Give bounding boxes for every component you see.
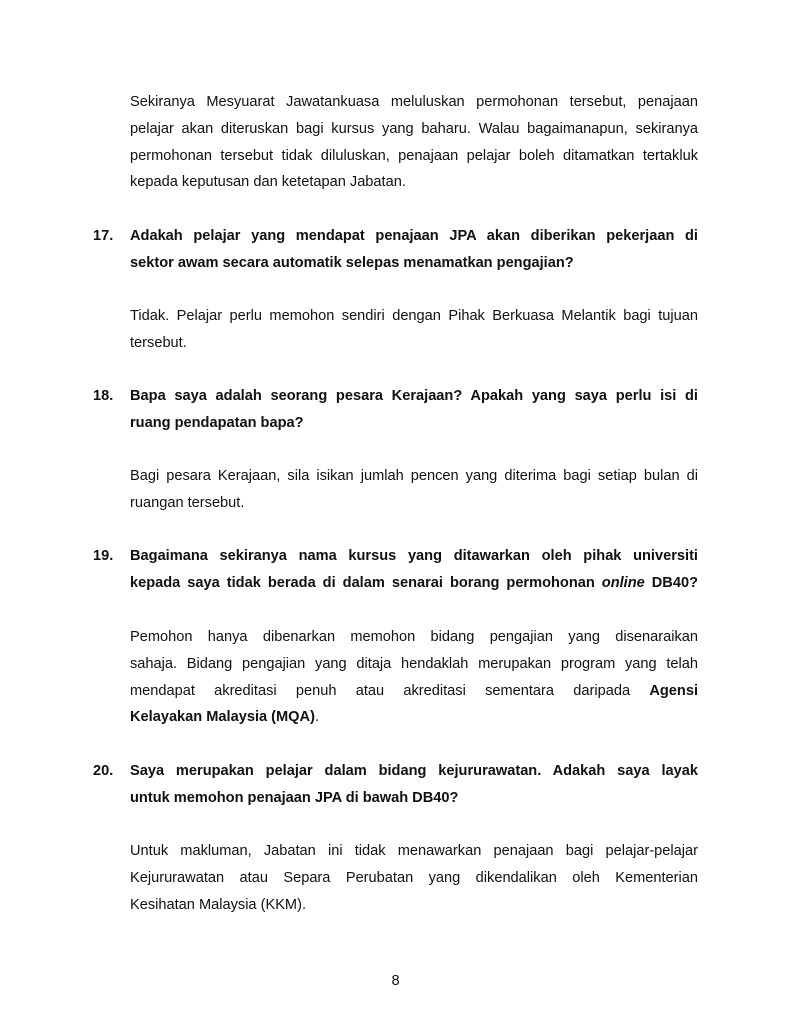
answer-bold-term: Agensi xyxy=(649,682,698,699)
answer-line: ruangan tersebut. xyxy=(130,494,245,511)
intro-line: Sekiranya Mesyuarat Jawatankuasa meluluskan permohonan tersebut, penajaan xyxy=(130,94,698,110)
question-number-17: 17. xyxy=(93,228,114,244)
intro-paragraph xyxy=(130,89,698,196)
answer-20 xyxy=(130,838,698,918)
intro-line: pelajar akan diteruskan bagi kursus yang baharu. Walau bagaimanapun, sekiranya xyxy=(130,120,698,137)
page-number: 8 xyxy=(391,973,400,989)
answer-line: Untuk makluman, Jabatan ini tidak menawarkan penajaan bagi pelajar-pelajar xyxy=(130,843,698,859)
question-line xyxy=(130,570,698,597)
question-line: sektor awam secara automatik selepas menamatkan pengajian? xyxy=(130,254,574,271)
answer-line xyxy=(130,704,698,731)
answer-line: sahaja. Bidang pengajian yang ditaja hendaklah merupakan program yang telah xyxy=(130,655,698,672)
question-line: Saya merupakan pelajar dalam bidang kejururawatan. Adakah saya layak xyxy=(130,763,698,779)
question-number-19: 19. xyxy=(93,548,114,564)
answer-line: Kejururawatan atau Separa Perubatan yang dikendalikan oleh Kementerian xyxy=(130,869,698,886)
question-text: kepada saya tidak berada di dalam senarai borang permohonan xyxy=(130,574,602,591)
intro-line: kepada keputusan dan ketetapan Jabatan. xyxy=(130,174,406,191)
answer-18 xyxy=(130,463,698,517)
answer-bold-term: Kelayakan Malaysia (MQA) xyxy=(130,709,315,726)
question-text: DB40? xyxy=(644,574,698,591)
answer-text: . xyxy=(314,709,319,726)
question-19 xyxy=(130,543,698,597)
question-line: Adakah pelajar yang mendapat penajaan JPA akan diberikan pekerjaan di xyxy=(130,228,698,244)
question-17 xyxy=(130,223,698,277)
answer-text: mendapat akreditasi penuh atau akreditasi sementara daripada xyxy=(130,682,650,699)
answer-line: Pemohon hanya dibenarkan memohon bidang pengajian yang disenaraikan xyxy=(130,629,698,645)
answer-line: Bagi pesara Kerajaan, sila isikan jumlah pencen yang diterima bagi setiap bulan di xyxy=(130,468,698,484)
question-number-18: 18. xyxy=(93,388,114,404)
question-number-20: 20. xyxy=(93,763,114,779)
question-line: ruang pendapatan bapa? xyxy=(130,414,304,431)
question-18 xyxy=(130,383,698,437)
answer-line xyxy=(130,678,698,705)
answer-line: tersebut. xyxy=(130,334,187,351)
answer-line: Tidak. Pelajar perlu memohon sendiri dengan Pihak Berkuasa Melantik bagi tujuan xyxy=(130,308,698,324)
question-line: Bagaimana sekiranya nama kursus yang ditawarkan oleh pihak universiti xyxy=(130,548,698,564)
answer-19 xyxy=(130,624,698,731)
question-line: untuk memohon penajaan JPA di bawah DB40? xyxy=(130,789,459,806)
intro-line: permohonan tersebut tidak diluluskan, penajaan pelajar boleh ditamatkan tertakluk xyxy=(130,147,698,164)
question-italic-term: online xyxy=(601,574,645,591)
question-20 xyxy=(130,758,698,812)
answer-line: Kesihatan Malaysia (KKM). xyxy=(130,896,307,913)
question-line: Bapa saya adalah seorang pesara Kerajaan? Apakah yang saya perlu isi di xyxy=(130,388,698,404)
answer-17 xyxy=(130,303,698,357)
